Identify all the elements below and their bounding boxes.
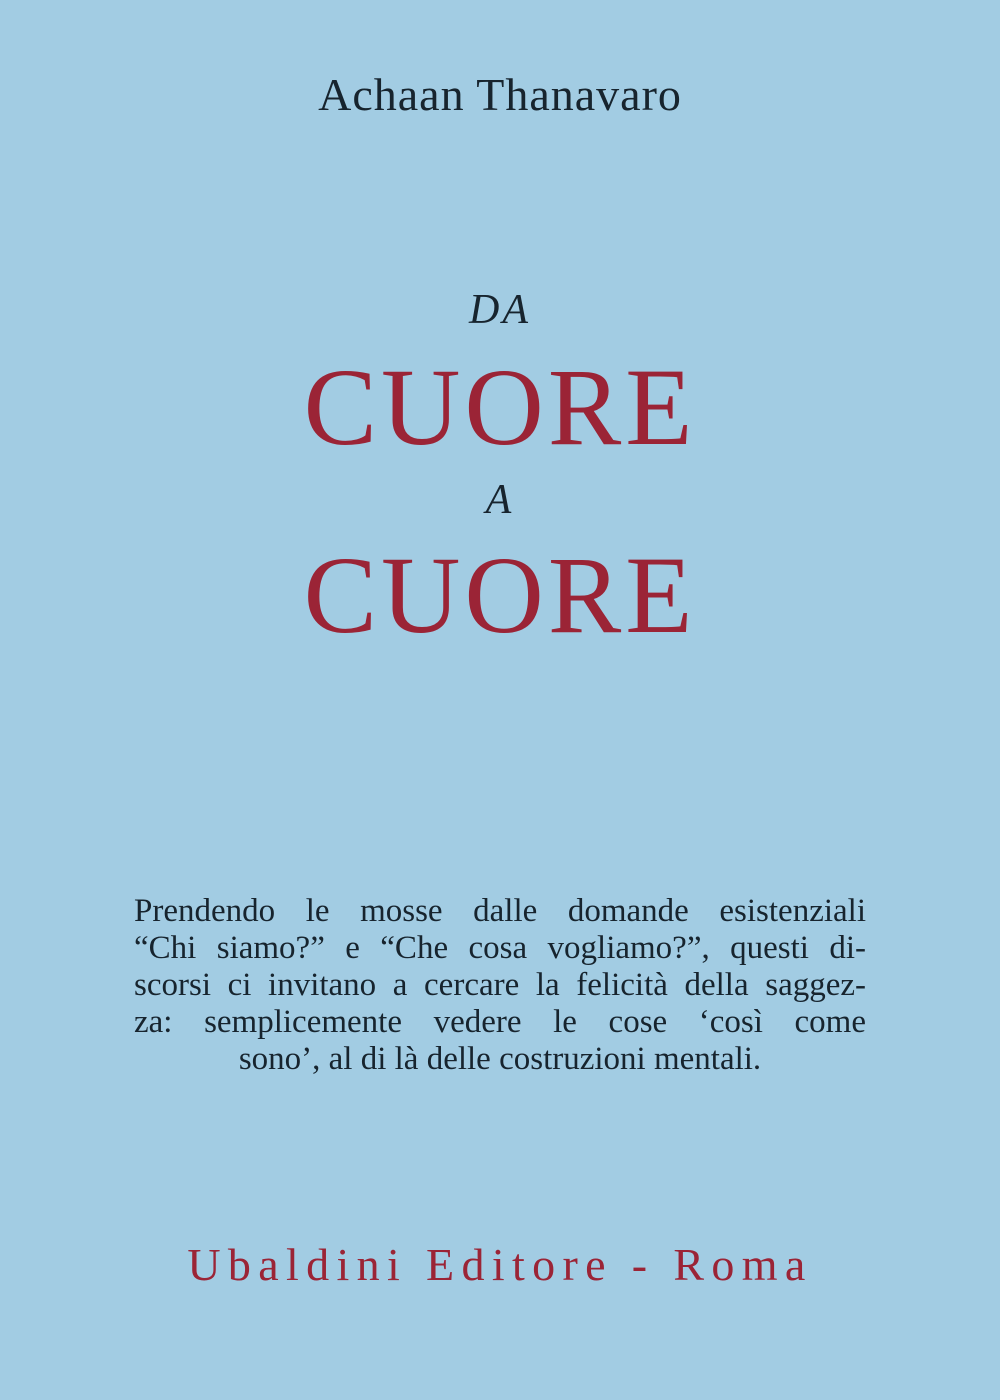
title-word-cuore-second: CUORE bbox=[303, 534, 697, 656]
back-blurb bbox=[134, 893, 866, 1078]
blurb-line: sono’, al di là delle costruzioni mentali. bbox=[238, 1041, 762, 1077]
blurb-line: za: semplicemente vedere le cose ‘così come bbox=[134, 1004, 866, 1040]
title-word-cuore-first: CUORE bbox=[303, 346, 697, 468]
publisher-imprint: Ubaldini Editore - Roma bbox=[187, 1239, 813, 1290]
blurb-line: Prendendo le mosse dalle domande esistenziali bbox=[134, 893, 866, 929]
blurb-line: scorsi ci invitano a cercare la felicità della saggez- bbox=[134, 967, 866, 1003]
title-word-a: A bbox=[485, 477, 515, 523]
author-name: Achaan Thanavaro bbox=[318, 69, 682, 120]
blurb-line: “Chi siamo?” e “Che cosa vogliamo?”, questi di- bbox=[134, 930, 866, 966]
title-word-da: DA bbox=[469, 287, 531, 333]
